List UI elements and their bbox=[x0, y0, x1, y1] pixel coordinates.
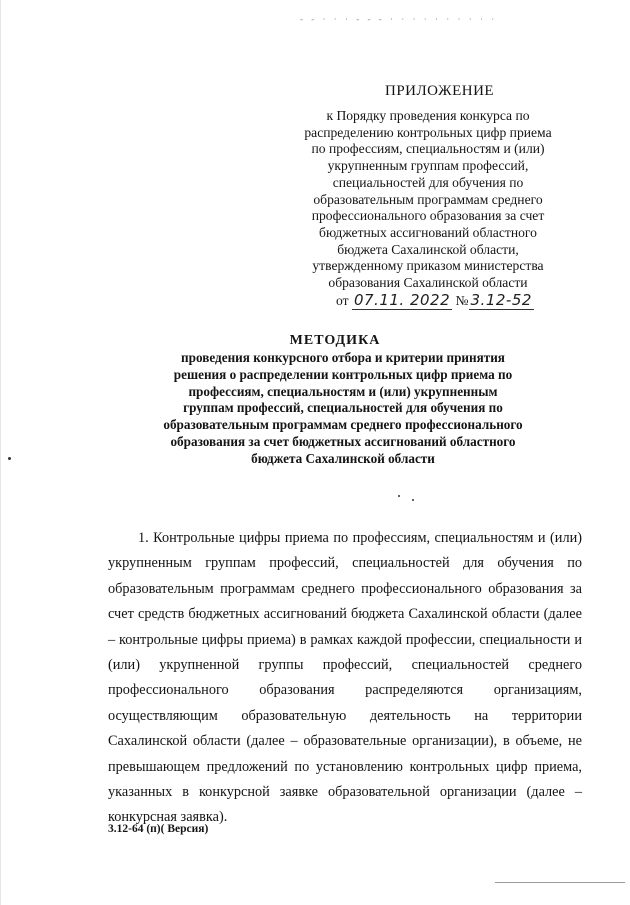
scan-speck bbox=[398, 495, 400, 497]
document-subtitle: проведения конкурсного отбора и критерии принятия решения о распределении контрольных цифр приема по профессиям, специальностям и (или) укрупненным группам профессий, специальностей для обучения по образовательным программам среднего профессионального образования за счет бюджетных ассигнований областного бюджета Сахалинской области bbox=[163, 350, 523, 466]
scan-speck bbox=[8, 457, 11, 460]
date-prefix: от bbox=[336, 293, 349, 308]
appendix-body: к Порядку проведения конкурса по распределению контрольных цифр приема по профессиям, специальностям и (или) укрупненным группам профессий, специальностей для обучения по образовательным программам среднего профессионального образования за счет бюджетных ассигнований областного бюджета Сахалинской области, утвержденному приказом министерства образования Сахалинской области bbox=[304, 108, 552, 291]
scan-speck bbox=[412, 499, 414, 501]
paragraph-1: 1. Контрольные цифры приема по профессиям, специальностям и (или) укрупненным группам профессий, специальностей для обучения по образовательным программам среднего профессионального образования за счет средств бюджетных ассигнований бюджета Сахалинской области (далее – контрольные цифры приема) в рамках каждой профессии, специальности и (или) укрупненной группы профессий, специальностей среднего профессионального образования распределяются организациям, осуществляющим образовательную деятельность на территории Сахалинской области (далее – образовательные организации), в объеме, не превышающем предложений по установлению контрольных цифр приема, указанных в конкурсной заявке образовательной организации (далее – конкурсная заявка). bbox=[108, 530, 582, 826]
document-title: МЕТОДИКА bbox=[289, 333, 381, 348]
order-date-number bbox=[336, 291, 576, 309]
order-number-handwritten: 3.12-52 bbox=[470, 291, 532, 309]
scan-header-artifact: - - · · · - - - · · · · · · · · · · bbox=[300, 14, 498, 24]
scan-edge-line bbox=[495, 882, 625, 883]
footer-reference: 3.12-64 (п)( Версия) bbox=[108, 823, 209, 835]
appendix-title: ПРИЛОЖЕНИЕ bbox=[385, 83, 495, 99]
scan-edge-line bbox=[0, 0, 1, 905]
order-date-handwritten: 07.11. 2022 bbox=[353, 291, 451, 309]
number-prefix: № bbox=[455, 293, 469, 308]
